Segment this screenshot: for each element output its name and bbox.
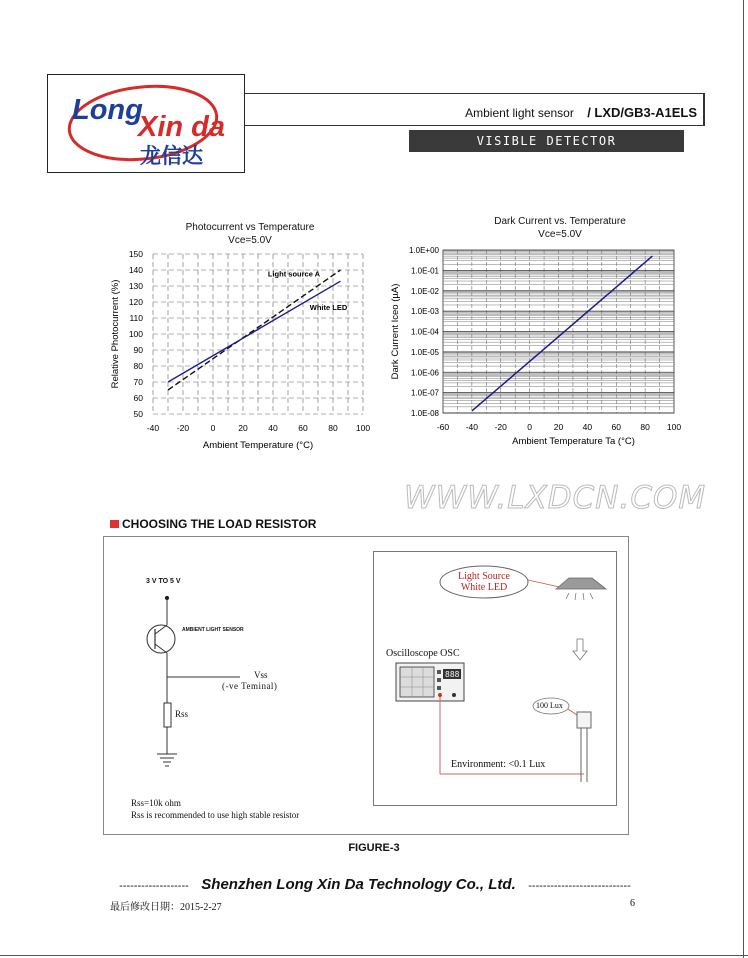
chart1-xtick: 0 bbox=[210, 423, 216, 433]
chart2-ytick: 1.0E+00 bbox=[408, 246, 439, 255]
chart1-ytick: 80 bbox=[133, 361, 143, 371]
logo-text-long: Long bbox=[72, 94, 143, 126]
chart1-ytick: 130 bbox=[128, 281, 143, 291]
down-arrow-icon bbox=[573, 639, 587, 660]
chart2-xlabel: Ambient Temperature Ta (°C) bbox=[512, 436, 635, 447]
lux-label: 100 Lux bbox=[536, 701, 563, 710]
chart2-ytick: 1.0E-02 bbox=[410, 286, 439, 296]
rss-value-note: Rss=10k ohm bbox=[131, 798, 181, 808]
page-frame-right bbox=[743, 0, 744, 958]
chart2-ytick: 1.0E-01 bbox=[410, 266, 439, 276]
chart1-xtick: 60 bbox=[298, 423, 308, 433]
chart1-legend-white-led: White LED bbox=[309, 303, 348, 312]
chart2-xtick: -20 bbox=[494, 422, 507, 432]
page-frame-bottom bbox=[0, 955, 748, 956]
company-name: Shenzhen Long Xin Da Technology Co., Ltd. bbox=[201, 876, 516, 893]
vss-sub-label: (-ve Teminal) bbox=[222, 681, 278, 691]
product-code: / LXD/GB3-A1ELS bbox=[587, 105, 697, 120]
chart1-xtick: 80 bbox=[328, 423, 338, 433]
chart1-ytick: 150 bbox=[128, 249, 143, 259]
scope-display-digits: 888 bbox=[445, 670, 460, 679]
circuit-notes bbox=[131, 797, 299, 821]
chart1-ytick: 140 bbox=[128, 265, 143, 275]
chart1-ylabel: Relative Photocurrent (%) bbox=[110, 279, 121, 389]
chart1-ytick: 120 bbox=[128, 297, 143, 307]
chart2-xtick: 20 bbox=[553, 422, 564, 432]
sensor-label: AMBIENT LIGHT SENSOR bbox=[182, 627, 244, 633]
chart2-title-block bbox=[460, 215, 660, 241]
chart1-series-light-source-a bbox=[168, 270, 341, 390]
section-heading bbox=[110, 517, 316, 531]
transistor-collector bbox=[155, 625, 167, 634]
chart2-ytick: 1.0E-03 bbox=[410, 307, 439, 317]
logo-text-xinda: Xin da bbox=[138, 111, 226, 143]
product-title bbox=[250, 105, 697, 120]
dark-current-chart bbox=[385, 240, 685, 450]
product-type: Ambient light sensor bbox=[465, 106, 574, 120]
light-source-name: Light Source bbox=[458, 571, 510, 582]
chart2-subtitle: Vce=5.0V bbox=[538, 229, 582, 240]
chart1-series-white-led bbox=[168, 281, 341, 382]
sensor-component bbox=[577, 712, 591, 728]
chart2-xtick: -60 bbox=[436, 422, 450, 432]
chart1-ytick: 60 bbox=[133, 393, 143, 403]
light-source-icon bbox=[556, 578, 606, 589]
chart2-xtick: 100 bbox=[666, 422, 682, 432]
chart1-ytick: 90 bbox=[133, 345, 143, 355]
chart1-xtick: -40 bbox=[146, 423, 160, 433]
chart2-ytick: 1.0E-04 bbox=[410, 327, 439, 337]
figure-caption: FIGURE-3 bbox=[348, 842, 400, 854]
footer-company bbox=[110, 876, 640, 893]
photocurrent-chart bbox=[100, 244, 380, 454]
chart2-xtick: 0 bbox=[527, 422, 532, 432]
chart1-title: Photocurrent vs Temperature bbox=[185, 222, 315, 233]
chart1-ytick: 100 bbox=[128, 329, 143, 339]
scope-button-1 bbox=[437, 670, 441, 674]
oscilloscope-screen bbox=[400, 667, 434, 697]
chart2-xtick: 40 bbox=[582, 422, 593, 432]
transistor-emitter bbox=[155, 644, 167, 653]
rss-resistor bbox=[164, 703, 171, 727]
chart2-ytick: 1.0E-08 bbox=[410, 409, 439, 418]
probe-jack-black bbox=[452, 693, 456, 697]
light-source-type: White LED bbox=[460, 582, 508, 593]
chart2-ytick: 1.0E-07 bbox=[410, 388, 439, 398]
light-source-label bbox=[437, 571, 531, 593]
chart2-xtick: 80 bbox=[640, 422, 650, 432]
rss-label: Rss bbox=[175, 709, 189, 719]
section-title: CHOOSING THE LOAD RESISTOR bbox=[122, 517, 317, 531]
chart1-xtick: 20 bbox=[238, 423, 248, 433]
footer-dash-right: ---------------------------- bbox=[528, 880, 631, 892]
chart2-xtick: -40 bbox=[465, 422, 479, 432]
detector-banner: VISIBLE DETECTOR bbox=[409, 130, 684, 152]
scope-button-3 bbox=[437, 686, 441, 690]
light-ray-4 bbox=[590, 593, 593, 599]
light-ray-3 bbox=[583, 593, 584, 600]
watermark: WWW.LXDCN.COM bbox=[404, 480, 707, 516]
footer-dash-left: ------------------- bbox=[119, 880, 189, 892]
lux-pointer bbox=[568, 709, 577, 715]
page-number: 6 bbox=[630, 898, 635, 909]
chart1-legend-light-source: Light source A bbox=[267, 269, 321, 279]
chart1-xtick: -20 bbox=[176, 423, 190, 433]
scope-button-2 bbox=[437, 678, 441, 682]
chart1-xtick: 100 bbox=[355, 423, 371, 433]
logo-text-cn: 龙信达 bbox=[140, 144, 203, 168]
company-logo bbox=[47, 74, 245, 173]
oscilloscope-label: Oscilloscope OSC bbox=[386, 648, 460, 659]
chart1-xlabel: Ambient Temperature (°C) bbox=[202, 440, 314, 451]
chart2-ylabel: Dark Current Iceo (µA) bbox=[390, 283, 401, 380]
chart1-ytick: 70 bbox=[133, 377, 143, 387]
logo-graphic bbox=[48, 75, 244, 172]
supply-label: 3 V TO 5 V bbox=[146, 578, 181, 585]
chart1-ytick: 50 bbox=[133, 409, 143, 419]
environment-label: Environment: <0.1 Lux bbox=[451, 759, 546, 770]
chart1-ytick: 110 bbox=[129, 313, 143, 323]
rss-stability-note: Rss is recommended to use high stable resistor bbox=[131, 810, 300, 820]
chart2-xtick: 60 bbox=[611, 422, 621, 432]
chart2-ytick: 1.0E-05 bbox=[410, 347, 439, 357]
revision-date: 最后修改日期：2015-2-27 bbox=[110, 902, 222, 913]
chart2-title: Dark Current vs. Temperature bbox=[494, 216, 626, 227]
chart2-ytick: 1.0E-06 bbox=[410, 368, 439, 378]
light-ray-2 bbox=[575, 593, 576, 600]
chart1-subtitle: Vce=5.0V bbox=[228, 235, 272, 246]
probe-jack-red bbox=[438, 693, 442, 697]
chart1-xtick: 40 bbox=[268, 423, 278, 433]
light-ray-1 bbox=[566, 593, 569, 599]
section-bullet-icon bbox=[110, 520, 119, 528]
vss-label: Vss bbox=[254, 670, 268, 680]
